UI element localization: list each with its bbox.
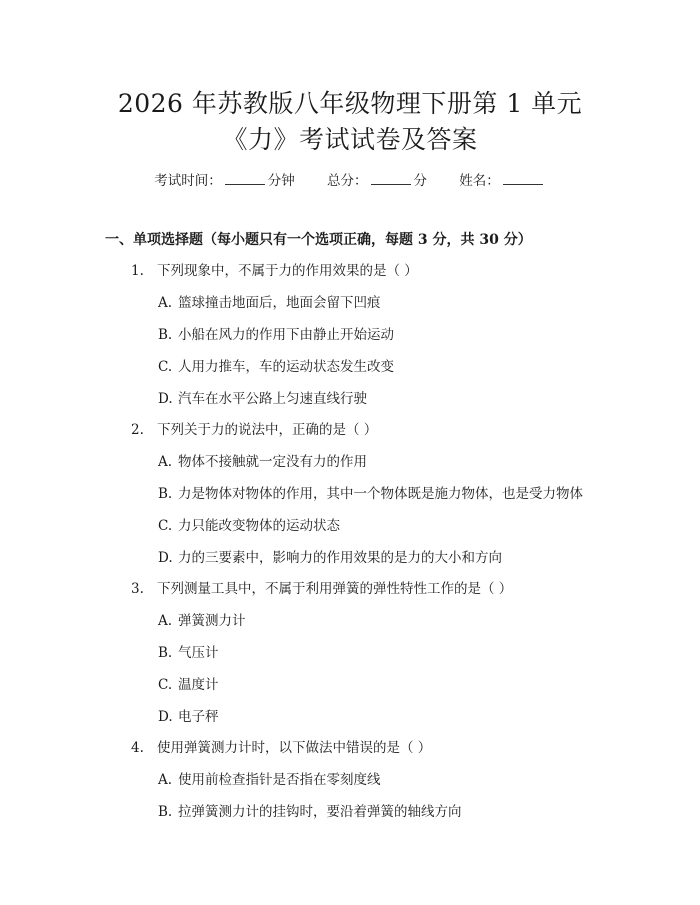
option-letter: A.: [158, 295, 173, 311]
option-text: 气压计: [178, 645, 219, 661]
option-text: 人用力推车，车的运动状态发生改变: [178, 359, 394, 375]
option-text: 使用前检查指针是否指在零刻度线: [178, 772, 381, 788]
question-text: 使用弹簧测力计时，以下做法中错误的是（ ）: [157, 740, 432, 756]
question-2-option-b: [158, 485, 583, 503]
option-letter: D.: [158, 391, 173, 407]
option-letter: A.: [158, 454, 173, 470]
total-score-label: 总分：: [327, 173, 368, 189]
option-text: 拉弹簧测力计的挂钩时，要沿着弹簧的轴线方向: [178, 804, 462, 820]
option-letter: A.: [158, 613, 173, 629]
option-text: 温度计: [178, 677, 219, 693]
option-text: 力是物体对物体的作用，其中一个物体既是施力物体，也是受力物体: [178, 486, 583, 502]
question-3-option-d: [158, 708, 219, 726]
option-text: 篮球撞击地面后，地面会留下凹痕: [178, 295, 381, 311]
question-4-option-a: [158, 771, 381, 789]
question-number: 3.: [131, 581, 144, 597]
option-letter: B.: [158, 486, 173, 502]
option-letter: A.: [158, 772, 173, 788]
question-text: 下列现象中，不属于力的作用效果的是（ ）: [157, 263, 418, 279]
option-text: 电子秤: [178, 709, 219, 725]
option-text: 弹簧测力计: [178, 613, 246, 629]
question-number: 2.: [131, 422, 144, 438]
question-1-option-c: [158, 358, 394, 376]
option-letter: B.: [158, 327, 173, 343]
exam-time-unit: 分钟: [267, 173, 295, 189]
option-text: 力只能改变物体的运动状态: [178, 518, 340, 534]
total-score-unit: 分: [413, 173, 427, 189]
option-letter: B.: [158, 804, 173, 820]
page-title-line-2: 《力》考试试卷及答案: [222, 125, 478, 154]
question-text: 下列关于力的说法中，正确的是（ ）: [157, 422, 378, 438]
option-letter: C.: [158, 518, 173, 534]
option-text: 物体不接触就一定没有力的作用: [178, 454, 367, 470]
question-3-option-c: [158, 676, 219, 694]
question-3: [131, 580, 512, 598]
student-name-label: 姓名：: [459, 173, 500, 189]
question-1-option-d: [158, 390, 367, 408]
question-2-option-d: [158, 549, 502, 567]
exam-time-blank: [225, 172, 265, 185]
question-number: 1.: [131, 263, 144, 279]
question-text: 下列测量工具中，不属于利用弹簧的弹性特性工作的是（ ）: [157, 581, 513, 597]
question-2: [131, 421, 377, 439]
exam-info-row: [0, 169, 700, 189]
option-text: 小船在风力的作用下由静止开始运动: [178, 327, 394, 343]
question-2-option-a: [158, 453, 367, 471]
exam-time-field: [154, 173, 299, 189]
page-title-line-1: 2026 年苏教版八年级物理下册第 1 单元: [117, 89, 583, 118]
option-letter: C.: [158, 677, 173, 693]
option-letter: C.: [158, 359, 173, 375]
option-text: 汽车在水平公路上匀速直线行驶: [178, 391, 367, 407]
question-3-option-b: [158, 644, 219, 662]
question-4: [131, 739, 431, 757]
question-1-option-a: [158, 294, 381, 312]
section-heading: 一、单项选择题（每小题只有一个选项正确，每题 3 分，共 30 分）: [105, 232, 532, 248]
total-score-blank: [371, 172, 411, 185]
total-score-field: [327, 173, 431, 189]
question-4-option-b: [158, 803, 462, 821]
exam-time-label: 考试时间：: [154, 173, 222, 189]
student-name-blank: [503, 172, 543, 185]
option-text: 力的三要素中，影响力的作用效果的是力的大小和方向: [178, 550, 502, 566]
question-3-option-a: [158, 612, 246, 630]
question-1-option-b: [158, 326, 394, 344]
question-1: [131, 262, 418, 280]
question-2-option-c: [158, 517, 340, 535]
question-number: 4.: [131, 740, 144, 756]
student-name-field: [459, 173, 546, 189]
option-letter: B.: [158, 645, 173, 661]
option-letter: D.: [158, 550, 173, 566]
option-letter: D.: [158, 709, 173, 725]
